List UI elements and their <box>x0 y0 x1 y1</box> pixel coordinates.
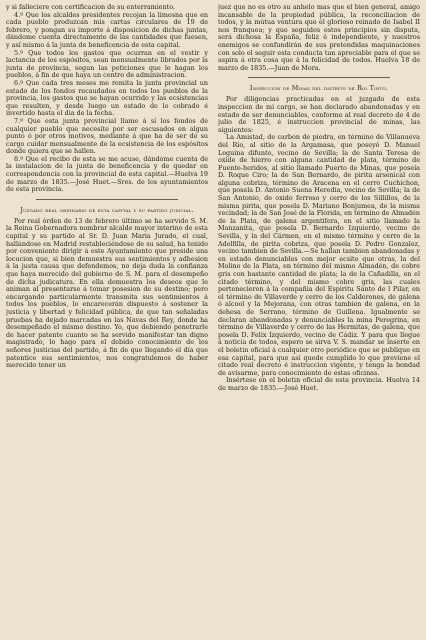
paragraph: 5.º Que todos los gastos que ocurran en el vestir y lactancia de los espósitos, sean mensualmente librados por la junta de provincia, segun las peticiones que le hagan los pueblos, á fin de que haya un centro de administracion. <box>6 48 208 80</box>
paragraph: juez que no es otro su anhelo mas que el bien general, amigo incansable de la propiedad pública, la reconciliacion de todos, y la mútua ventura que el glorioso reinado de Isabel II nos franquea; y que seguidos estos principios sin disputa, será dichosa la España, feliz é independiente, y nuestros enemigos se confundirán de sus pretendidas maquinaciones con solo el seguir esta conducta tan apreciable para el que se aspira á otra cosa que á la felicidad de todos. Huelva 18 de marzo de 1835.—Juan de Mora. <box>218 4 420 72</box>
paragraph: Por diligencias practicadas en el juzgado de esta inspeccion de mi cargo, se han declarado abandonadas y en estado de ser denunciables, conforme al real decreto de 4 de julio de 1825, é instruccion provincial de minas, las siguientes: <box>218 95 420 134</box>
section-title: Juzgado real ordinario de esta capital y su partido judicial. <box>20 205 194 214</box>
paragraph: 7.º Que esta junta provincial llame á sí los fondos de cualquier pueblo que necesite por ser escusados en algun punto ó por otros motivos, mediante á que ha de ser de su cargo cuidar mensualmente de la ecsistencia de los espósitos donde quiera que se hallen. <box>6 116 208 156</box>
divider <box>36 199 178 200</box>
section-title: Inspeccion de Minas del distrito de Rio Tinto. <box>249 84 389 93</box>
paragraph: 8.º Que el recibo de esta se me acuse, dándome cuenta de la instalacion de la junta de beneficencia y de quedar en correspondencia con la provincial de esta capital.—Huelva 19 de marzo de 1835.—José Huet.—Sres. de los ayuntamientos de esta provincia. <box>6 154 208 194</box>
right-column <box>218 4 420 636</box>
paragraph: Por real órden de 13 de febrero último se ha servido S. M. la Reina Gobernadora nombrar alcalde mayor interino de esta capital y su partido al Sr. D. Juan Maria Jurado, el cual, hallándose en Madrid restableciéndose de su salud, ha tenido por conveniente dirigir á este Ayuntamiento que preside una locucion que, si bien demuestra sus sentimientos y adhesion á la justa causa que defendemos, no deja duda la confianza que haya merecido del gobierno de S. M. para el desempeño de dicha judicatura. En ella demuestra los deseos que le animan al presentarse á tomar posesion de su destino; pero encargando particularmente transmita sus sentimientos á todos los pueblos, lo encarecerán dispuesto á sostener la justicia y libertad y felicidad pública, de que tan señaladas pruebas ha dejado marcadas en las Navas del Rey, donde ha desempeñado el mismo destino. Yo, que debiendo penetrarle de hacer patente cuanto se ha servido manifestar tan digno magistrado, lo hago para el debido conocimiento de los señores justicias del partido, á fin de que llegando el día que patentice sus sentimientos, nos congratulemos de haber merecido tener un <box>6 216 208 370</box>
paragraph: 4.º Que los alcaldes presidentes recojan la limosna que en cada pueblo produzcan mis cartas circulares de 19 de febrero, y pongan su importe á disposicion de dichas juntas, dándome cuenta directamente de las cantidades que fuesen, y así mismo á la junta de beneficencia de esta capital. <box>6 10 208 49</box>
paragraph: Insértese en el boletin oficial de esta provincia. Huelva 14 de marzo de 1835.—José Huet. <box>218 376 420 392</box>
divider <box>248 77 390 78</box>
paragraph: y si falleciere con certificacion de su enterramiento. <box>6 4 176 11</box>
paragraph: La Amistad, de carbon de piedra, en término de Villanueva del Rio, al sitio de la Argamasa, que poseyó D. Manuel Leguina difunto, vecino de Sevilla; la de Santa Teresa de oxide de hierro con alguna cantidad de plata, término de Fuente-heridos, al sitio llamado Puerto de Minas, que poseía D. Roque Ciro; la de San Bernardo, de pirita arsenical con alguna cobriza, término de Aracena en el cerro Cuchichon, que posela D. Antonio Suena Heredia, vecino de Sevilla; la de San Antonio, de oxido ferroso y cerro de los Sillillos, de la misma pirita, que posela D. Mariano Bonjumea, de la misma vecindad; la de San José de la Florida, en término de Almadén de la Plata, de galena argentifera, en el sitio llamado la Manzanita, que posela D. Bernardo Izquierdo, vecino de Sevilla, y la del Cármen, en el mismo término y cerro de la Adelfilla, de pirita cobriza, que posela D. Pedro Gonzalez, vecino tambien de Sevilla.—Se hallan tambien abandonadas y en estado denunciables con mejor ecsito que otras, la del Molino de la Plata, en término del mismo Almadén, de cobre gris con bastante cantidad de plata; la de la Cañadilla, en el citado término, y del mismo cobre gris, las cuales pertenecieron á la compañia del Espiritu Santo de l Pilar, en el término de Villaverde y cerro de los Calderones, de galena ó alcool y la Mejorana, con otras tambien de galena, en la dehesa de Serrano, término de Guillena. Igualmente se declaran abandonadas y denunciables la mina Peregrina, en término de Villaverde y cerro de las Hermitas, de galena, que posela D. Felix Izquierdo, vecino de Cádiz. Y para que llegue á noticia de todos, espero se sirva V. S. mandar se inserte en el boletin oficial á cualquier otro periódico que se publique en esa capital, para que así quede cumplido lo que previene el citado real decreto é instruccion vigente, y tenga la bondad de avisarme, para conocimiento de estas oficinas. <box>218 133 420 377</box>
left-column <box>6 4 208 636</box>
paragraph: 6.º Que cada tres meses me remita la junta provincial un estado de los fondos recaudados en todos los pueblos de la provincia, los gastos que se hayan ocurrido y las ecsistencias que resulten, y desde luego un estado de lo cobrado é invertido hasta el dia de la fecha. <box>6 78 208 118</box>
